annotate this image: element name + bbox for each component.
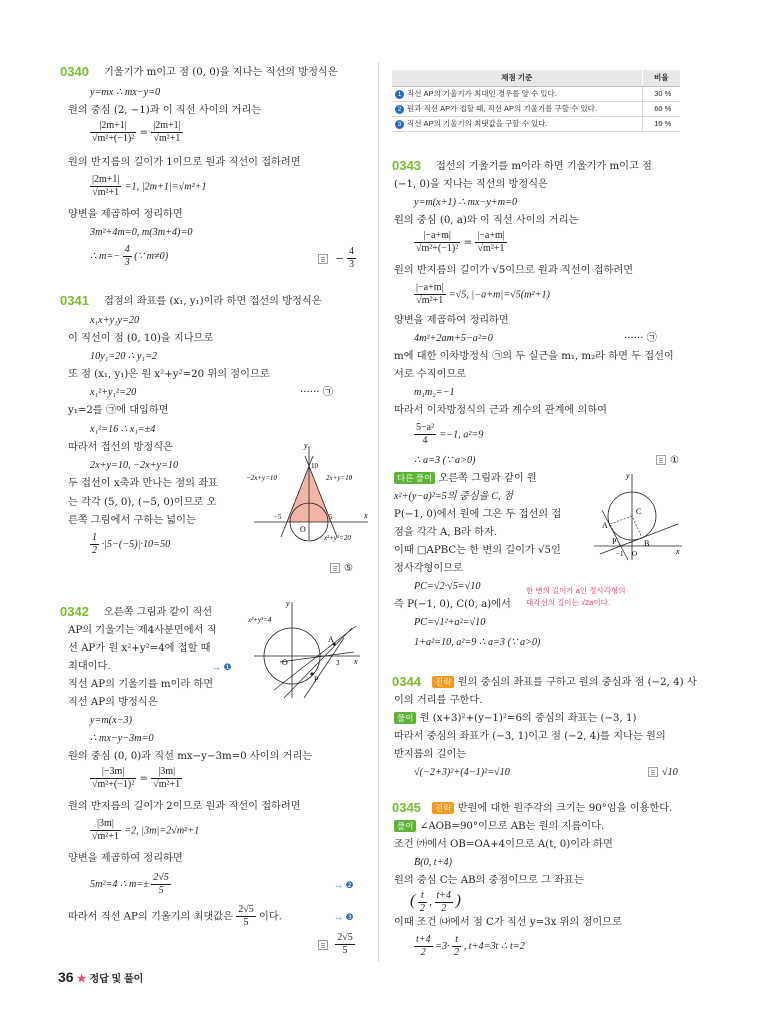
fraction-equation: [90, 174, 207, 199]
text: 따라서 직선 AP의 기울기의 최댓값은: [68, 911, 233, 923]
origin-label: O: [300, 525, 306, 534]
numerator: 1: [92, 532, 97, 543]
solution-line: 이 직선이 점 (0, 10)을 지나므로: [68, 333, 214, 344]
denominator: 5: [158, 885, 164, 896]
point-label: −1: [616, 550, 624, 558]
point-label: 10: [311, 462, 318, 470]
grading-row: [392, 101, 680, 116]
solution-line: 두 접선이 x축과 만나는 점의 좌표: [68, 478, 218, 489]
axis-label: x: [676, 547, 680, 556]
numerator: 2√5: [153, 872, 169, 883]
ratio-cell: 60 %: [642, 101, 680, 116]
solution-line: AP의 기울기는 제4사분면에서 직: [68, 625, 217, 636]
text: 이다.: [258, 911, 282, 923]
figure-341: [246, 440, 372, 544]
denominator: √m²+(−1)²: [92, 133, 135, 144]
equation-ref: ······ ㉠: [624, 333, 657, 344]
fraction-equation: [414, 282, 550, 307]
equation-line: y=mx ∴ mx−y=0: [90, 87, 161, 98]
alt-solution-line: 이때 □APBC는 한 변의 길이가 √5인: [394, 545, 561, 556]
denominator: 5: [243, 917, 249, 928]
equation-line: m₁m₂=−1: [414, 387, 455, 398]
grading-row: [392, 86, 680, 101]
equals: =: [139, 127, 148, 139]
criteria-number: 2: [395, 105, 404, 114]
solution-line: 따라서 이차방정식의 근과 계수의 관계에 의하여: [394, 405, 608, 416]
alt-solution-line: 즉 P(−1, 0), C(0, a)에서: [394, 599, 511, 610]
strategy-line: 이의 거리를 구한다.: [394, 695, 483, 706]
grading-table: [392, 70, 680, 132]
solution-line: 최대이다.: [68, 661, 111, 672]
solution-line: 따라서 접선의 방정식은: [68, 442, 173, 453]
answer-icon: [648, 767, 658, 777]
numerator: 4: [349, 246, 355, 257]
equation-line: √(−2+3)²+(4−1)²=√10: [414, 767, 510, 778]
equation-line: ∴ mx−y−3m=0: [90, 733, 154, 744]
fraction-equation: [414, 230, 507, 255]
answer-value: √10: [662, 767, 678, 778]
equals: =: [139, 773, 148, 785]
axis-label: y: [626, 471, 630, 480]
ratio-cell: 30 %: [642, 86, 680, 101]
line: [304, 638, 344, 698]
numerator: |3m|: [151, 766, 182, 779]
solution-line: m에 대한 이차방정식 ㉠의 두 실근을 m₁, m₂라 하면 두 접선이: [394, 351, 674, 362]
equation-line: 3m²+4m=0, m(3m+4)=0: [90, 227, 193, 238]
fraction-equation: [90, 766, 182, 791]
denominator: √m²+1: [92, 187, 120, 198]
equation-line: ∴ a=3 (∵ a>0): [414, 455, 476, 466]
denominator: √m²+1: [92, 831, 119, 842]
denominator: √m²+(−1)²: [92, 779, 135, 790]
origin-label: O: [632, 550, 638, 558]
problem-number: 0342: [60, 604, 89, 619]
solution-line: [394, 820, 604, 834]
text: ∴ m=−: [90, 250, 121, 262]
page-number: 36: [58, 969, 74, 985]
footer-label: 정답 및 풀이: [89, 974, 144, 985]
numerator: |−a+m|: [477, 230, 505, 241]
origin-label: O: [282, 658, 288, 667]
answer-value: ①: [670, 455, 680, 466]
criteria-number: 1: [395, 90, 404, 99]
solution-line: 원의 중심 C는 AB의 중점이므로 그 좌표는: [394, 875, 584, 886]
point-label: A: [602, 521, 608, 530]
equation-line: y=m(x+1) ∴ mx−y+m=0: [414, 197, 518, 208]
criteria-cell: [392, 101, 642, 116]
strategy-line: [432, 676, 697, 690]
solution-line: 서로 수직이므로: [394, 369, 467, 380]
grading-header: [392, 70, 680, 86]
answer: [318, 932, 355, 957]
criteria-cell: [392, 116, 642, 131]
point-label: 5: [329, 513, 333, 521]
equation-line: 10y₁=20 ∴ y₁=2: [90, 351, 157, 362]
equation-line: [90, 872, 171, 897]
denominator: 2: [420, 947, 426, 958]
text: 반원에 대한 원주각의 크기는 90°임을 이용한다.: [457, 803, 673, 814]
equation-line: 2x+y=10, −2x+y=10: [90, 460, 179, 471]
numerator: |−a+m|: [416, 282, 444, 293]
denominator: 2: [454, 947, 460, 958]
solution-line: [68, 904, 282, 929]
text: 오른쪽 그림과 같이 원: [438, 473, 537, 484]
solution-tag: 풀이: [394, 820, 416, 832]
solution-tag: 풀이: [394, 712, 416, 724]
numerator: 2√5: [238, 904, 254, 915]
problem-number: 0343: [392, 158, 421, 173]
strategy-tag: 전략: [432, 676, 454, 688]
text: (∵ m≠0): [134, 250, 169, 262]
numerator: |2m+1|: [153, 120, 181, 131]
answer-sign: −: [335, 253, 344, 265]
criteria-text: 직선 AP의 기울기가 최대인 경우를 알 수 있다.: [407, 89, 557, 98]
denominator: 4: [422, 435, 428, 446]
numerator: 4: [124, 244, 130, 255]
note-text: 대각선의 길이는 √2a이다.: [526, 598, 610, 607]
strategy-tag: 전략: [432, 802, 454, 814]
solution-line: 직선 AP의 방정식은: [68, 697, 158, 708]
solution-line: 원의 중심 (0, 0)과 직선 mx−y−3m=0 사이의 거리는: [68, 751, 313, 762]
equation-rest: =2, |3m|=2√m²+1: [124, 825, 200, 837]
equation-rest: =−1, a²=9: [439, 429, 484, 441]
equation-line: ( $\frac{t}{2}$ , $\frac{t+4}{2}$ ): [410, 890, 461, 914]
numerator: 5−a²: [416, 422, 435, 433]
header-ratio: 비율: [642, 70, 680, 86]
fraction-equation: [90, 818, 199, 843]
ratio-cell: 10 %: [642, 116, 680, 131]
strategy-line: [432, 802, 672, 816]
text: , t+4=3t ∴ t=2: [463, 940, 525, 952]
answer-icon: [318, 940, 328, 950]
equation-line: 1+a²=10, a²=9 ∴ a=3 (∵ a>0): [414, 637, 541, 648]
denominator: √m²+1: [477, 243, 505, 254]
point-label: P: [612, 537, 617, 546]
denominator: 2: [92, 545, 97, 556]
numerator: 2√5: [337, 932, 353, 943]
header-criteria: 채점 기준: [392, 70, 642, 86]
equation-line: [90, 244, 168, 269]
numerator: t+4: [436, 890, 452, 901]
fraction-equation: [414, 422, 483, 447]
answer: [318, 246, 356, 271]
solution-line: 접점의 좌표를 (x₁, y₁)이라 하면 접선의 방정식은: [104, 296, 322, 307]
answer: [648, 766, 678, 780]
numerator: |3m|: [90, 818, 121, 831]
equation-line: x₁x+y₁y=20: [90, 315, 140, 326]
numerator: |2m+1|: [90, 120, 136, 133]
equation-line: [414, 934, 525, 959]
answer-value: ⑤: [344, 563, 354, 574]
numerator: t: [418, 890, 427, 903]
circle-label: x²+y²=20: [324, 534, 351, 542]
alt-solution-line: [394, 472, 537, 486]
equation-rest: =1, |2m+1|=√m²+1: [124, 181, 207, 193]
denominator: 3: [124, 257, 130, 268]
line-label: −2x+y=10: [246, 474, 277, 482]
numerator: |−a+m|: [414, 230, 460, 243]
problem-number: 0340: [60, 64, 89, 79]
solution-line: 양변을 제곱하여 정리하면: [394, 315, 509, 326]
solution-line: 양변을 제곱하여 정리하면: [68, 853, 183, 864]
solution-line: 조건 ㈎에서 OB=OA+4이므로 A(t, 0)이라 하면: [394, 839, 613, 850]
solution-line: 기울기가 m이고 점 (0, 0)을 지나는 직선의 방정식은: [104, 67, 338, 78]
solution-line: 또 점 (x₁, y₁)은 원 x²+y²=20 위의 점이므로: [68, 369, 270, 380]
text: 원의 중심의 좌표를 구하고 원의 중심과 점 (−2, 4) 사: [457, 677, 697, 688]
numerator: t: [452, 934, 461, 947]
axis-label: x: [354, 657, 358, 666]
figure-342: [244, 598, 362, 702]
point-label: C: [636, 507, 642, 516]
axis-label: y: [304, 441, 308, 450]
figure-343: [592, 470, 684, 562]
solution-line: 선 AP가 원 x²+y²=4에 접할 때: [68, 643, 211, 654]
denominator: √m²+1: [153, 133, 181, 144]
solution-line: [394, 712, 636, 726]
solution-line: 른쪽 그림에서 구하는 넓이는: [68, 515, 196, 526]
numerator: t+4: [416, 934, 431, 945]
answer-icon: [318, 254, 328, 264]
denominator: 3: [349, 259, 355, 270]
answer-icon: [330, 563, 340, 573]
solution-line: 원의 중심 (2, −1)과 이 직선 사이의 거리는: [68, 105, 262, 116]
solution-line: 원의 중심 (0, a)와 이 직선 사이의 거리는: [394, 215, 579, 226]
answer-icon: [656, 455, 666, 465]
point-label: −5: [274, 513, 282, 521]
step-ref: → ❸: [334, 912, 354, 922]
axis-label: x: [364, 511, 368, 520]
alt-solution-line: x²+(y−a)²=5의 중심을 C, 점: [394, 491, 513, 502]
denominator: √m²+1: [153, 779, 181, 790]
solution-line: (−1, 0)을 지나는 직선의 방정식은: [394, 179, 548, 190]
tangent-line: [602, 510, 628, 560]
equation-line: PC=√2·√5=√10: [414, 581, 481, 592]
text: =3·: [435, 940, 450, 952]
equation-line: x₁²=16 ∴ x₁=±4: [90, 424, 156, 435]
alt-solution-line: 정사각형이므로: [394, 563, 463, 574]
solution-line: 원의 반지름의 길이가 √5이므로 원과 직선이 접하려면: [394, 265, 634, 276]
solution-line: 접선의 기울기를 m이라 하면 기울기가 m이고 점: [436, 161, 652, 172]
solution-line: 직선 AP의 기울기를 m이라 하면: [68, 679, 214, 690]
alt-solution-tag: 다른 풀이: [394, 472, 435, 484]
solution-line: 원의 반지름의 길이가 2이므로 원과 직선이 접하려면: [68, 801, 301, 812]
equation-line: PC=√1²+a²=√10: [414, 617, 486, 628]
solution-line: 양변을 제곱하여 정리하면: [68, 209, 183, 220]
solution-line: 반지름의 길이는: [394, 749, 467, 760]
column-divider: [378, 62, 379, 962]
alt-solution-line: P(−1, 0)에서 원에 그은 두 접선의 접: [394, 509, 562, 520]
fraction-equation: [90, 120, 183, 145]
star-icon: ★: [76, 973, 87, 985]
solution-line: 이때 조건 ㈏에서 점 C가 직선 y=3x 위의 점이므로: [394, 917, 622, 928]
alt-solution-line: 점을 각각 A, B라 하자.: [394, 527, 498, 538]
answer: [330, 562, 353, 576]
solution-line: 따라서 중심의 좌표가 (−3, 1)이고 점 (−2, 4)를 지나는 원의: [394, 731, 666, 742]
problem-number: 0341: [60, 293, 89, 308]
text: ∠AOB=90°이므로 AB는 원의 지름이다.: [419, 821, 605, 832]
denominator: √m²+(−1)²: [416, 243, 459, 254]
solution-line: 원의 반지름의 길이가 1이므로 원과 직선이 접하려면: [68, 157, 301, 168]
problem-number: 0345: [392, 800, 421, 815]
denominator: 5: [342, 945, 348, 956]
denominator: 2: [419, 903, 425, 914]
answer: [656, 454, 679, 468]
equation-ref: ······ ㉠: [300, 387, 333, 398]
solution-line: 는 각각 (5, 0), (−5, 0)이므로 오: [68, 497, 217, 508]
line-label: 2x+y=10: [326, 474, 353, 482]
solution-line: y₁=2를 ㉠에 대입하면: [68, 405, 169, 416]
denominator: 2: [441, 903, 447, 914]
circle-label: x²+y²=4: [248, 616, 272, 624]
step-ref: → ❶: [212, 662, 232, 672]
line: [284, 628, 352, 698]
grading-row: [392, 116, 680, 131]
point-label: 3: [336, 659, 340, 667]
text: 5m²=4 ∴ m=±: [90, 878, 149, 890]
solution-line: 오른쪽 그림과 같이 직선: [104, 607, 213, 618]
denominator: √m²+1: [416, 295, 444, 306]
criteria-text: 직선 AP의 기울기의 최댓값을 구할 수 있다.: [407, 119, 548, 128]
text: 원 (x+3)²+(y−1)²=6의 중심의 좌표는 (−3, 1): [419, 713, 637, 724]
equation-rest: =√5, |−a+m|=√5(m²+1): [448, 289, 550, 301]
point-label: P: [314, 675, 319, 684]
equation-line: 4m²+2am+5−a²=0: [414, 333, 493, 344]
note-text: 한 변의 길이가 a인 정사각형의: [526, 586, 626, 595]
line: [280, 652, 354, 662]
criteria-number: 3: [395, 120, 404, 129]
separator: ,: [429, 896, 432, 908]
page-footer: [58, 969, 143, 985]
equation-line: x₁²+y₁²=20: [90, 387, 137, 398]
equals: =: [463, 237, 472, 249]
numerator: |−3m|: [90, 766, 136, 779]
equation-line: y=m(x−3): [90, 715, 133, 726]
numerator: |2m+1|: [92, 174, 120, 185]
point-label: B: [644, 539, 650, 548]
axis-label: y: [286, 599, 290, 608]
equation-line: B(0, t+4): [414, 857, 452, 868]
problem-number: 0344: [392, 674, 421, 689]
point-label: A: [328, 635, 334, 644]
equation-line: [90, 532, 170, 557]
criteria-text: 원과 직선 AP가 접할 때, 직선 AP의 기울기를 구할 수 있다.: [407, 104, 597, 113]
criteria-cell: [392, 86, 642, 101]
step-ref: → ❷: [334, 880, 354, 890]
text: ·|5−(−5)|·10=50: [101, 538, 171, 550]
